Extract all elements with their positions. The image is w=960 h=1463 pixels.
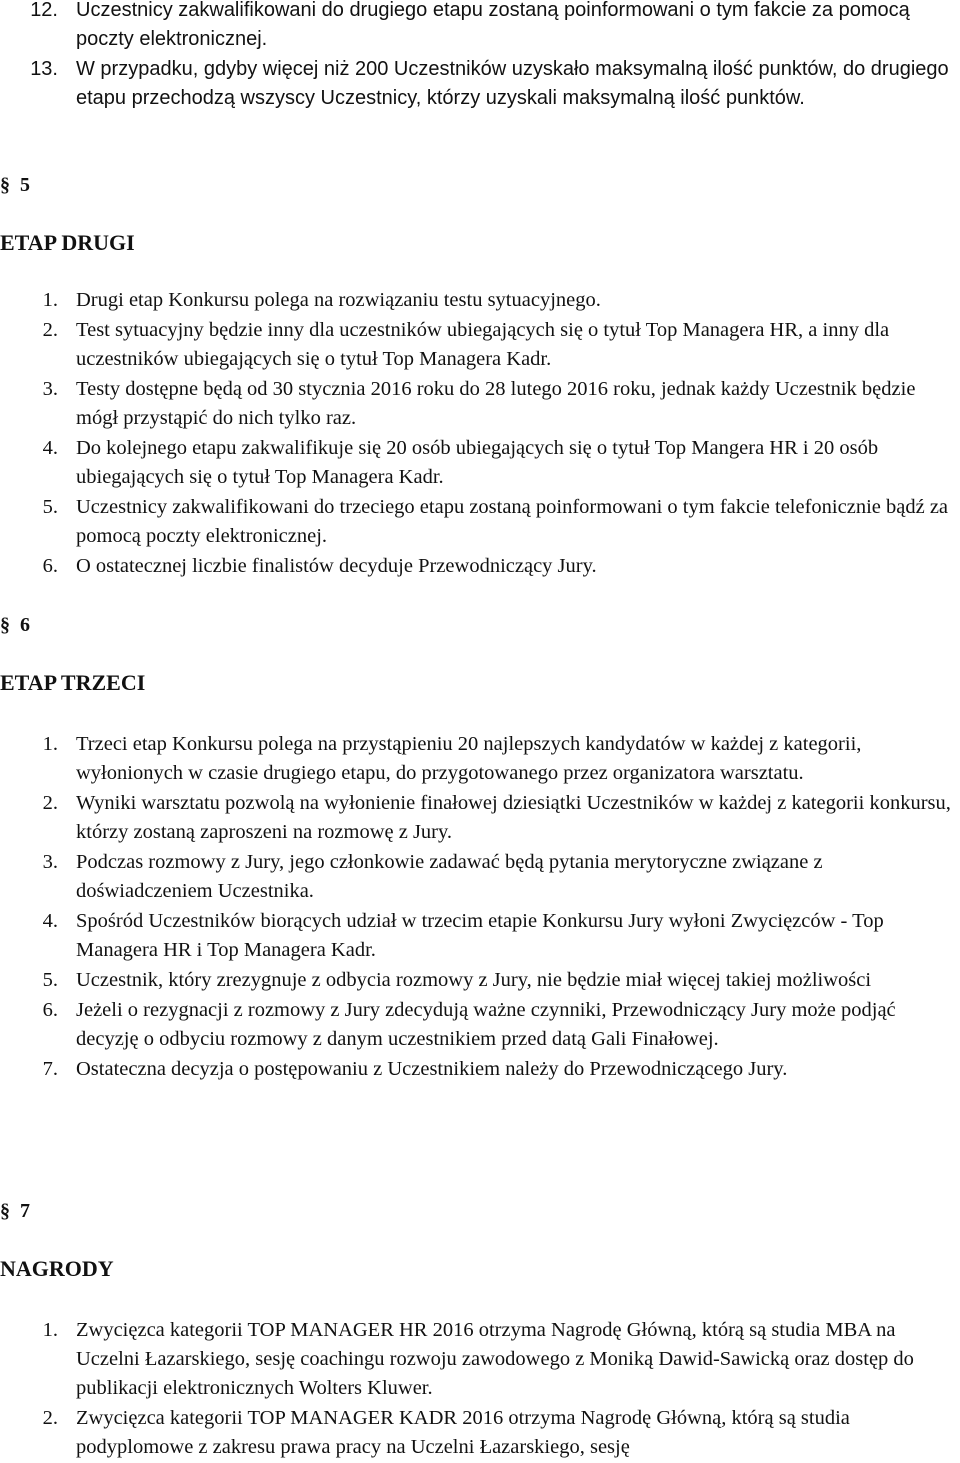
item-number: 7.	[42, 1058, 58, 1080]
section-title: NAGRODY	[0, 1256, 114, 1281]
item-number: 3.	[42, 378, 58, 400]
item-text: Uczestnicy zakwalifikowani do drugiego etapu zostaną poinformowani o tym fakcie za pomocą poczty elektronicznej.	[76, 0, 910, 50]
list-item	[0, 966, 960, 995]
item-text: Ostateczna decyzja o postępowaniu z Uczestnikiem należy do Przewodniczącego Jury.	[76, 1058, 788, 1080]
list-item	[0, 1404, 960, 1462]
item-text: Uczestnik, który zrezygnuje z odbycia rozmowy z Jury, nie będzie miał więcej takiej możliwości	[76, 969, 872, 991]
list-item	[0, 848, 960, 906]
continued-list	[0, 0, 960, 114]
list-item	[0, 907, 960, 965]
item-number: 5.	[42, 969, 58, 991]
list-item	[0, 286, 960, 315]
list-item	[0, 996, 960, 1054]
section-title: ETAP TRZECI	[0, 670, 146, 695]
item-number: 2.	[42, 1407, 58, 1429]
list-item	[0, 434, 960, 492]
section-sign-icon: §	[0, 1200, 10, 1222]
item-text: Trzeci etap Konkursu polega na przystąpieniu 20 najlepszych kandydatów w każdej z kategorii, wyłonionych w czasie drugiego etapu, do przygotowanego przez organizatora warsztatu.	[76, 733, 862, 784]
list-item	[0, 1316, 960, 1403]
item-number: 4.	[42, 910, 58, 932]
item-number: 5.	[42, 496, 58, 518]
list-item	[0, 0, 960, 54]
item-text: W przypadku, gdyby więcej niż 200 Uczestników uzyskało maksymalną ilość punktów, do drugiego etapu przechodzą wszyscy Uczestnicy, którzy uzyskali maksymalną ilość punktów.	[76, 58, 949, 109]
item-number: 6.	[42, 999, 58, 1021]
item-text: Test sytuacyjny będzie inny dla uczestników ubiegających się o tytuł Top Managera HR, a inny dla uczestników ubiegających się o tytuł Top Managera Kadr.	[76, 319, 890, 370]
list-item	[0, 375, 960, 433]
section-list	[0, 1316, 960, 1463]
item-text: Wyniki warsztatu pozwolą na wyłonienie finałowej dziesiątki Uczestników w każdej z kategorii konkursu, którzy zostaną zaproszeni na rozmowę z Jury.	[76, 792, 951, 843]
item-number: 12.	[30, 0, 58, 21]
item-text: Jeżeli o rezygnacji z rozmowy z Jury zdecydują ważne czynniki, Przewodniczący Jury może podjąć decyzję o odbyciu rozmowy z danym uczestnikiem przed datą Gali Finałowej.	[76, 999, 896, 1050]
list-item	[0, 493, 960, 551]
item-number: 1.	[42, 733, 58, 755]
item-number: 3.	[42, 851, 58, 873]
section-list	[0, 730, 960, 1085]
section-number: 6	[20, 614, 30, 636]
section-sign-icon: §	[0, 614, 10, 636]
item-number: 6.	[42, 555, 58, 577]
item-text: Drugi etap Konkursu polega na rozwiązaniu testu sytuacyjnego.	[76, 289, 601, 311]
item-text: Zwycięzca kategorii TOP MANAGER KADR 2016 otrzyma Nagrodę Główną, którą są studia podyplomowe z zakresu prawa pracy na Uczelni Łazarskiego, sesję	[76, 1407, 850, 1458]
item-text: Spośród Uczestników biorących udział w trzecim etapie Konkursu Jury wyłoni Zwycięzców - Top Managera HR i Top Managera Kadr.	[76, 910, 884, 961]
list-item	[0, 789, 960, 847]
item-number: 2.	[42, 792, 58, 814]
item-text: O ostatecznej liczbie finalistów decyduje Przewodniczący Jury.	[76, 555, 597, 577]
item-number: 4.	[42, 437, 58, 459]
list-item	[0, 55, 960, 113]
item-text: Zwycięzca kategorii TOP MANAGER HR 2016 otrzyma Nagrodę Główną, którą są studia MBA na Uczelni Łazarskiego, sesję coachingu rozwoju zawodowego z Moniką Dawid-Sawicką oraz dostęp do publikacji elektronicznych Wolters Kluwer.	[76, 1319, 914, 1399]
item-text: Uczestnicy zakwalifikowani do trzeciego etapu zostaną poinformowani o tym fakcie telefonicznie bądź za pomocą poczty elektronicznej.	[76, 496, 949, 547]
list-item	[0, 730, 960, 788]
section-sign-icon: §	[0, 174, 10, 196]
item-number: 1.	[42, 289, 58, 311]
item-number: 1.	[42, 1319, 58, 1341]
section-title: ETAP DRUGI	[0, 230, 135, 255]
section-number: 7	[20, 1200, 30, 1222]
list-item	[0, 316, 960, 374]
section-number: 5	[20, 174, 30, 196]
section-list	[0, 286, 960, 582]
list-item	[0, 552, 960, 581]
item-number: 2.	[42, 319, 58, 341]
item-text: Testy dostępne będą od 30 stycznia 2016 roku do 28 lutego 2016 roku, jednak każdy Uczestnik będzie mógł przystąpić do nich tylko raz.	[76, 378, 916, 429]
list-item	[0, 1055, 960, 1084]
item-text: Podczas rozmowy z Jury, jego członkowie zadawać będą pytania merytoryczne związane z doświadczeniem Uczestnika.	[76, 851, 823, 902]
item-number: 13.	[30, 58, 58, 80]
item-text: Do kolejnego etapu zakwalifikuje się 20 osób ubiegających się o tytuł Top Mangera HR i 20 osób ubiegających się o tytuł Top Managera Kadr.	[76, 437, 879, 488]
